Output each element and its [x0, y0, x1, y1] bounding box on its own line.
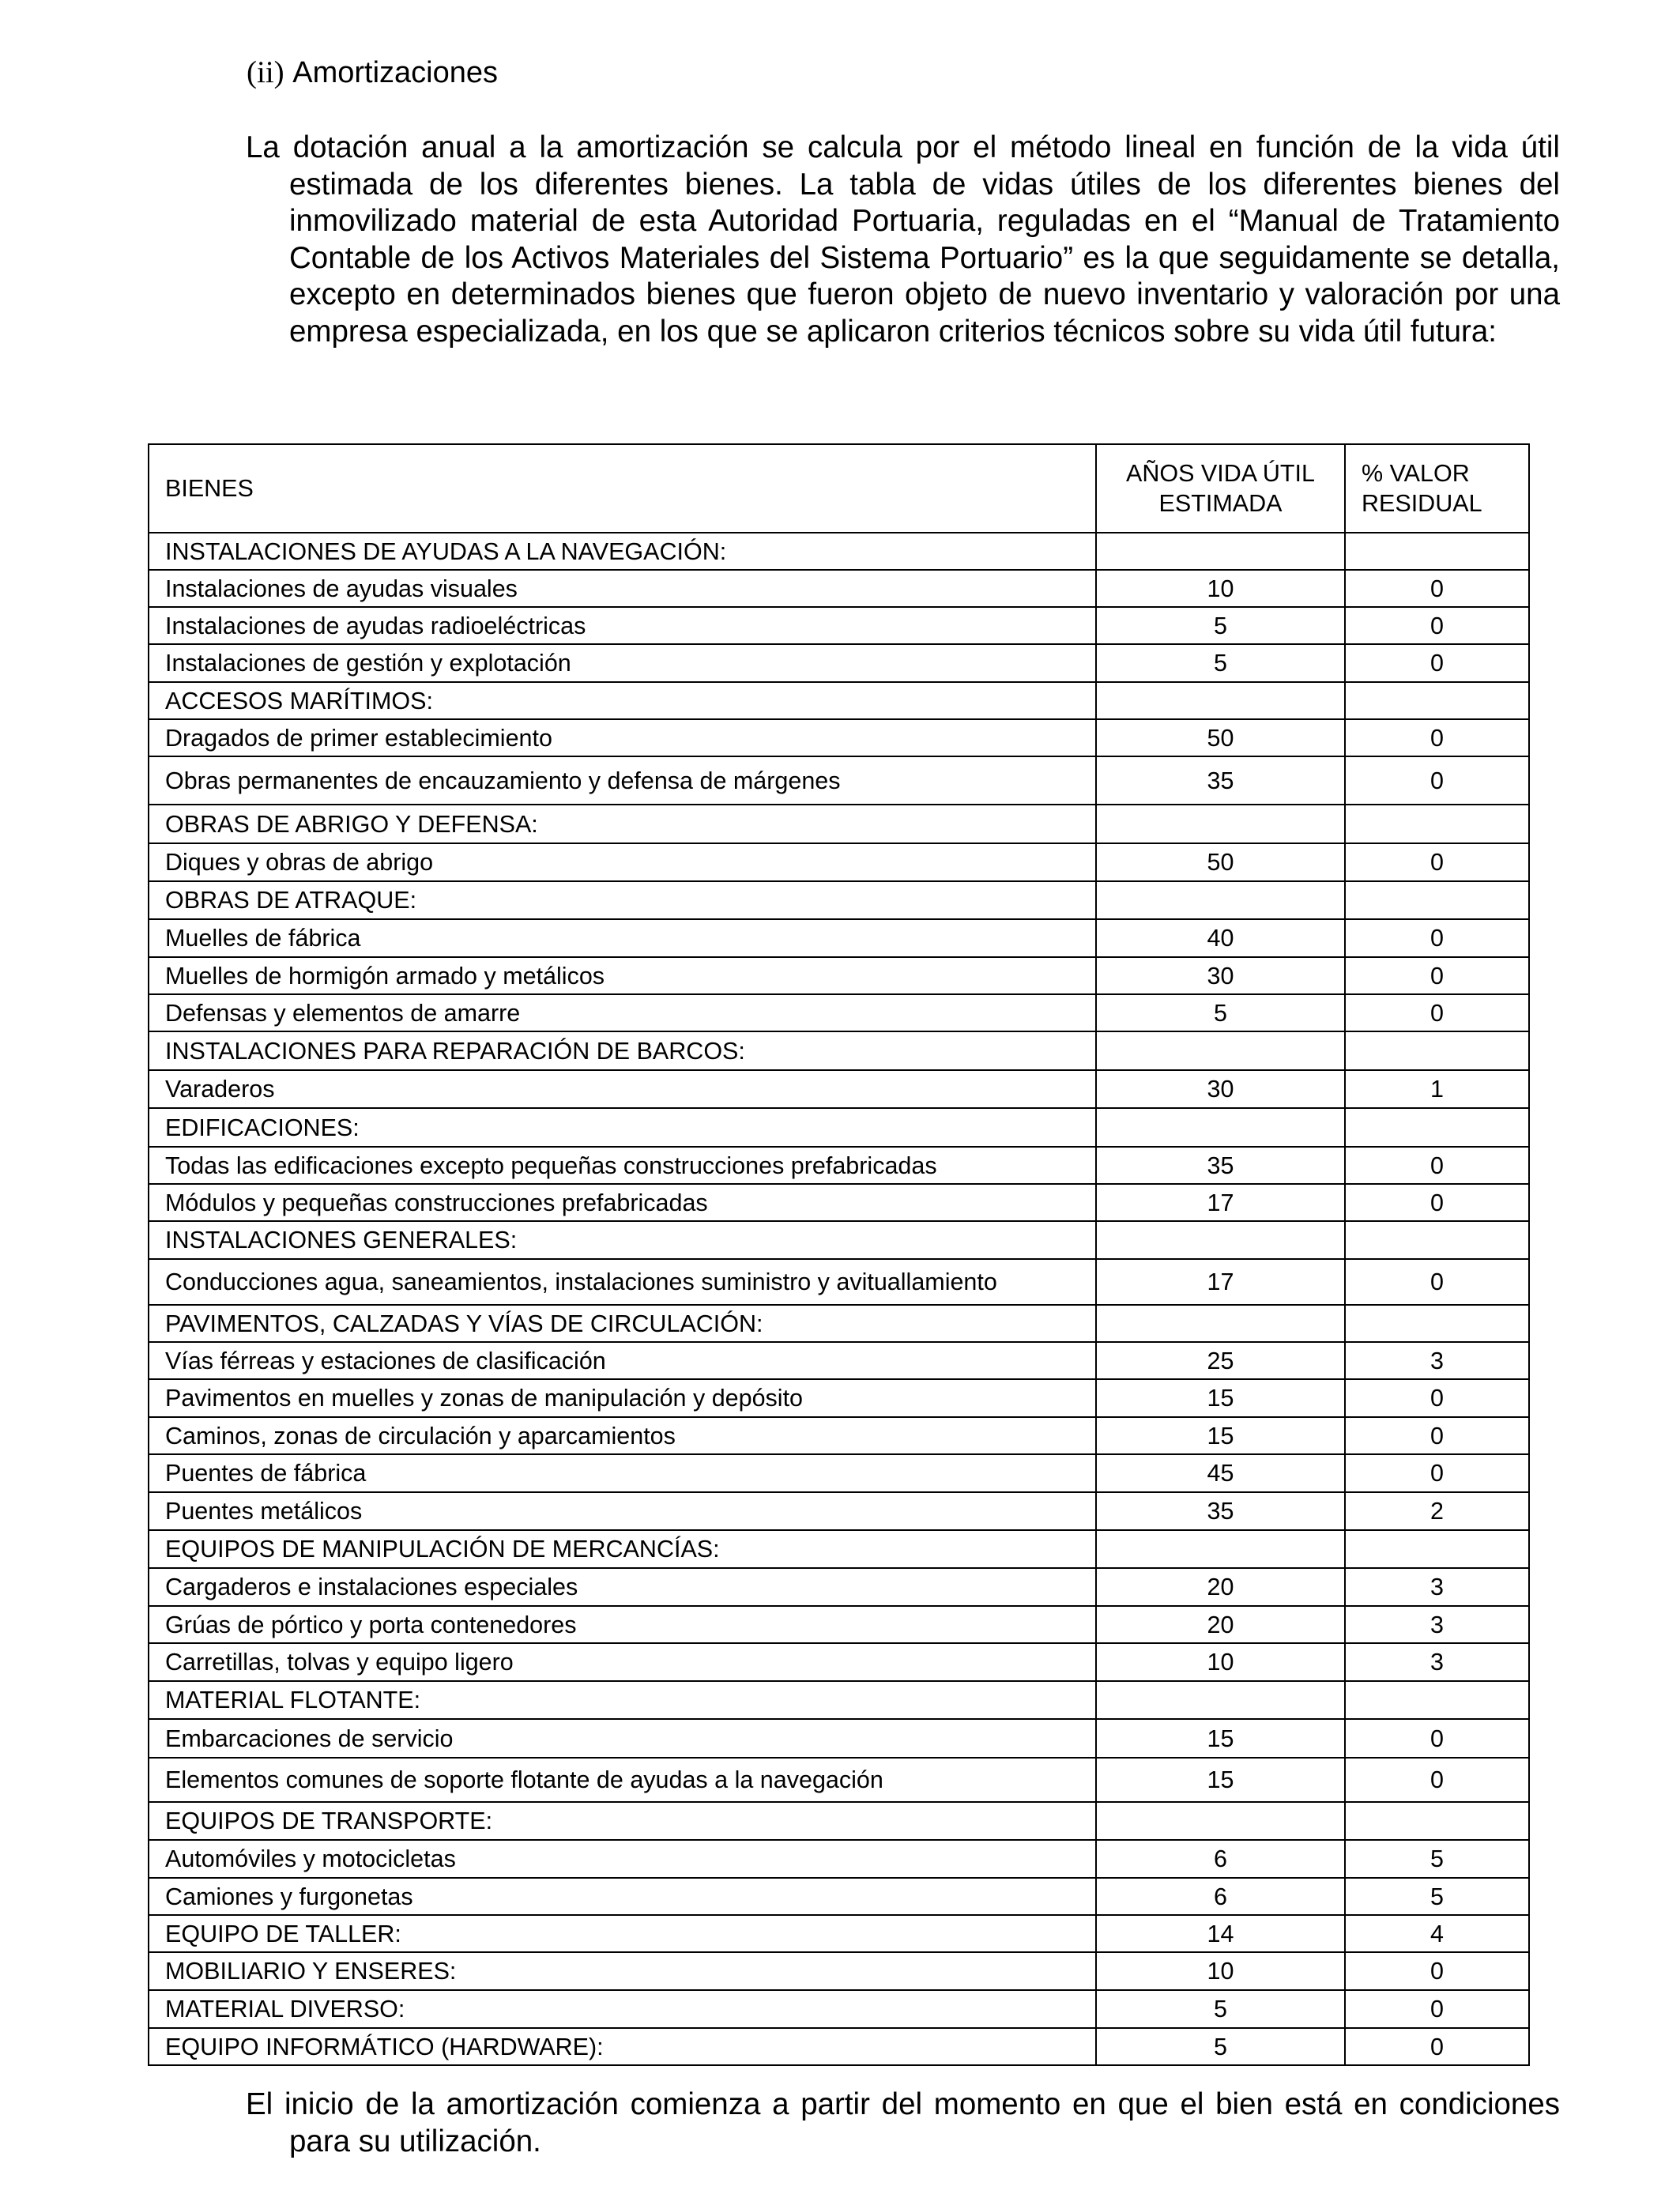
- cell-valor-residual: 0: [1345, 644, 1529, 682]
- section-title: Amortizaciones: [292, 56, 498, 89]
- cell-anos-vida: [1096, 1031, 1345, 1070]
- table-row: [149, 843, 1529, 881]
- cell-bien: INSTALACIONES PARA REPARACIÓN DE BARCOS:: [149, 1031, 1096, 1070]
- cell-valor-residual: 1: [1345, 1070, 1529, 1108]
- cell-bien: Módulos y pequeñas construcciones prefabricadas: [149, 1184, 1096, 1221]
- cell-anos-vida: 50: [1096, 719, 1345, 756]
- cell-valor-residual: 3: [1345, 1606, 1529, 1643]
- table-row: [149, 1305, 1529, 1342]
- cell-bien: MATERIAL FLOTANTE:: [149, 1681, 1096, 1719]
- cell-bien: Pavimentos en muelles y zonas de manipulación y depósito: [149, 1379, 1096, 1417]
- table-row: [149, 881, 1529, 919]
- table-row: [149, 1643, 1529, 1681]
- cell-anos-vida: 5: [1096, 644, 1345, 682]
- cell-bien: EQUIPOS DE MANIPULACIÓN DE MERCANCÍAS:: [149, 1530, 1096, 1568]
- cell-bien: EQUIPO DE TALLER:: [149, 1915, 1096, 1952]
- cell-valor-residual: 0: [1345, 2028, 1529, 2065]
- header-anos-vida: [1096, 444, 1345, 533]
- cell-bien: INSTALACIONES DE AYUDAS A LA NAVEGACIÓN:: [149, 533, 1096, 570]
- cell-valor-residual: [1345, 682, 1529, 719]
- cell-bien: Varaderos: [149, 1070, 1096, 1108]
- table-row: [149, 1379, 1529, 1417]
- cell-valor-residual: 3: [1345, 1568, 1529, 1606]
- table-row: [149, 570, 1529, 607]
- cell-bien: Instalaciones de gestión y explotación: [149, 644, 1096, 682]
- cell-bien: Caminos, zonas de circulación y aparcamientos: [149, 1417, 1096, 1454]
- cell-bien: OBRAS DE ABRIGO Y DEFENSA:: [149, 805, 1096, 843]
- cell-valor-residual: 0: [1345, 1259, 1529, 1305]
- cell-valor-residual: [1345, 1802, 1529, 1840]
- cell-anos-vida: 6: [1096, 1840, 1345, 1878]
- cell-bien: Puentes de fábrica: [149, 1454, 1096, 1492]
- cell-bien: EQUIPO INFORMÁTICO (HARDWARE):: [149, 2028, 1096, 2065]
- table-row: [149, 805, 1529, 843]
- table-row: [149, 1990, 1529, 2028]
- cell-anos-vida: 5: [1096, 1990, 1345, 2028]
- cell-bien: Instalaciones de ayudas radioeléctricas: [149, 607, 1096, 644]
- table-row: [149, 957, 1529, 994]
- table-row: [149, 1840, 1529, 1878]
- cell-valor-residual: [1345, 1108, 1529, 1147]
- cell-anos-vida: [1096, 1681, 1345, 1719]
- cell-valor-residual: [1345, 805, 1529, 843]
- cell-anos-vida: 5: [1096, 2028, 1345, 2065]
- table-row: [149, 1878, 1529, 1915]
- table-row: [149, 1952, 1529, 1990]
- header-anos-line2: ESTIMADA: [1158, 490, 1283, 517]
- cell-bien: EDIFICACIONES:: [149, 1108, 1096, 1147]
- cell-anos-vida: [1096, 682, 1345, 719]
- cell-anos-vida: 14: [1096, 1915, 1345, 1952]
- cell-bien: INSTALACIONES GENERALES:: [149, 1221, 1096, 1259]
- header-residual-line2: RESIDUAL: [1362, 490, 1482, 517]
- cell-valor-residual: 0: [1345, 1417, 1529, 1454]
- cell-anos-vida: 15: [1096, 1719, 1345, 1758]
- header-bienes: BIENES: [149, 444, 1096, 533]
- table-row: [149, 1454, 1529, 1492]
- cell-valor-residual: 0: [1345, 1454, 1529, 1492]
- table-row: [149, 919, 1529, 957]
- cell-valor-residual: 3: [1345, 1342, 1529, 1379]
- cell-valor-residual: 0: [1345, 756, 1529, 805]
- cell-anos-vida: [1096, 533, 1345, 570]
- cell-bien: Defensas y elementos de amarre: [149, 994, 1096, 1031]
- cell-bien: Elementos comunes de soporte flotante de ayudas a la navegación: [149, 1758, 1096, 1802]
- cell-bien: Todas las edificaciones excepto pequeñas construcciones prefabricadas: [149, 1147, 1096, 1184]
- cell-valor-residual: [1345, 1031, 1529, 1070]
- cell-bien: Automóviles y motocicletas: [149, 1840, 1096, 1878]
- cell-anos-vida: 35: [1096, 1147, 1345, 1184]
- cell-anos-vida: 15: [1096, 1758, 1345, 1802]
- cell-bien: Vías férreas y estaciones de clasificación: [149, 1342, 1096, 1379]
- cell-anos-vida: 10: [1096, 570, 1345, 607]
- table-row: [149, 1031, 1529, 1070]
- cell-valor-residual: 0: [1345, 570, 1529, 607]
- cell-bien: Puentes metálicos: [149, 1492, 1096, 1530]
- cell-bien: Obras permanentes de encauzamiento y defensa de márgenes: [149, 756, 1096, 805]
- cell-valor-residual: 0: [1345, 1719, 1529, 1758]
- cell-valor-residual: 5: [1345, 1878, 1529, 1915]
- cell-valor-residual: 0: [1345, 843, 1529, 881]
- cell-bien: Grúas de pórtico y porta contenedores: [149, 1606, 1096, 1643]
- table-row: [149, 644, 1529, 682]
- cell-valor-residual: 0: [1345, 919, 1529, 957]
- table-row: [149, 1070, 1529, 1108]
- cell-bien: Dragados de primer establecimiento: [149, 719, 1096, 756]
- cell-valor-residual: 3: [1345, 1643, 1529, 1681]
- cell-bien: Instalaciones de ayudas visuales: [149, 570, 1096, 607]
- table-row: [149, 2028, 1529, 2065]
- cell-valor-residual: 0: [1345, 994, 1529, 1031]
- cell-anos-vida: 17: [1096, 1259, 1345, 1305]
- cell-valor-residual: 0: [1345, 719, 1529, 756]
- table-row: [149, 1681, 1529, 1719]
- cell-bien: Cargaderos e instalaciones especiales: [149, 1568, 1096, 1606]
- cell-valor-residual: [1345, 1305, 1529, 1342]
- table-row: [149, 1915, 1529, 1952]
- cell-valor-residual: 4: [1345, 1915, 1529, 1952]
- cell-anos-vida: [1096, 805, 1345, 843]
- cell-valor-residual: [1345, 1530, 1529, 1568]
- cell-anos-vida: [1096, 1305, 1345, 1342]
- cell-bien: Carretillas, tolvas y equipo ligero: [149, 1643, 1096, 1681]
- table-row: [149, 1221, 1529, 1259]
- cell-valor-residual: 0: [1345, 607, 1529, 644]
- cell-bien: PAVIMENTOS, CALZADAS Y VÍAS DE CIRCULACIÓN:: [149, 1305, 1096, 1342]
- cell-valor-residual: 5: [1345, 1840, 1529, 1878]
- cell-bien: Camiones y furgonetas: [149, 1878, 1096, 1915]
- closing-paragraph: El inicio de la amortización comienza a partir del momento en que el bien está en condiciones para su utilización.: [246, 2087, 1560, 2158]
- table-row: [149, 1758, 1529, 1802]
- cell-anos-vida: 20: [1096, 1568, 1345, 1606]
- table-row: [149, 1147, 1529, 1184]
- table-row: [149, 1492, 1529, 1530]
- cell-valor-residual: 0: [1345, 1990, 1529, 2028]
- table-row: [149, 1568, 1529, 1606]
- header-anos-line1: AÑOS VIDA ÚTIL: [1126, 460, 1315, 487]
- cell-bien: MOBILIARIO Y ENSERES:: [149, 1952, 1096, 1990]
- cell-bien: OBRAS DE ATRAQUE:: [149, 881, 1096, 919]
- cell-valor-residual: [1345, 1221, 1529, 1259]
- table-row: [149, 682, 1529, 719]
- cell-valor-residual: 0: [1345, 1952, 1529, 1990]
- table-row: [149, 756, 1529, 805]
- cell-bien: Embarcaciones de servicio: [149, 1719, 1096, 1758]
- section-number: (ii): [247, 55, 284, 89]
- table-row: [149, 1342, 1529, 1379]
- cell-anos-vida: 35: [1096, 1492, 1345, 1530]
- table-row: [149, 994, 1529, 1031]
- cell-valor-residual: 0: [1345, 1379, 1529, 1417]
- cell-valor-residual: 0: [1345, 1758, 1529, 1802]
- table-row: [149, 1417, 1529, 1454]
- cell-anos-vida: [1096, 881, 1345, 919]
- cell-valor-residual: 0: [1345, 1147, 1529, 1184]
- cell-anos-vida: 5: [1096, 994, 1345, 1031]
- cell-anos-vida: 17: [1096, 1184, 1345, 1221]
- cell-anos-vida: [1096, 1530, 1345, 1568]
- cell-bien: Conducciones agua, saneamientos, instalaciones suministro y avituallamiento: [149, 1259, 1096, 1305]
- cell-anos-vida: 35: [1096, 756, 1345, 805]
- table-row: [149, 607, 1529, 644]
- cell-bien: Diques y obras de abrigo: [149, 843, 1096, 881]
- table-row: [149, 1108, 1529, 1147]
- cell-anos-vida: 10: [1096, 1952, 1345, 1990]
- cell-anos-vida: 10: [1096, 1643, 1345, 1681]
- header-valor-residual: [1345, 444, 1529, 533]
- intro-paragraph: La dotación anual a la amortización se calcula por el método lineal en función de la vida útil estimada de los diferentes bienes. La tabla de vidas útiles de los diferentes bienes del inmovilizado material de esta Autoridad Portuaria, reguladas en el “Manual de Tratamiento Contable de los Activos Materiales del Sistema Portuario” es la que seguidamente se detalla, excepto en determinados bienes que fueron objeto de nuevo inventario y valoración por una empresa especializada, en los que se aplicaron criterios técnicos sobre su vida útil futura:: [246, 130, 1560, 349]
- cell-valor-residual: [1345, 533, 1529, 570]
- cell-valor-residual: [1345, 1681, 1529, 1719]
- table-header-row: [149, 444, 1529, 533]
- cell-anos-vida: 25: [1096, 1342, 1345, 1379]
- table-row: [149, 1184, 1529, 1221]
- cell-valor-residual: 2: [1345, 1492, 1529, 1530]
- cell-anos-vida: 6: [1096, 1878, 1345, 1915]
- table-row: [149, 1259, 1529, 1305]
- table-row: [149, 719, 1529, 756]
- cell-anos-vida: 5: [1096, 607, 1345, 644]
- useful-life-table: [148, 443, 1530, 2066]
- cell-anos-vida: [1096, 1221, 1345, 1259]
- cell-bien: MATERIAL DIVERSO:: [149, 1990, 1096, 2028]
- cell-anos-vida: 30: [1096, 1070, 1345, 1108]
- cell-anos-vida: 15: [1096, 1379, 1345, 1417]
- cell-anos-vida: [1096, 1802, 1345, 1840]
- cell-anos-vida: 20: [1096, 1606, 1345, 1643]
- cell-valor-residual: [1345, 881, 1529, 919]
- cell-valor-residual: 0: [1345, 957, 1529, 994]
- cell-bien: Muelles de hormigón armado y metálicos: [149, 957, 1096, 994]
- cell-valor-residual: 0: [1345, 1184, 1529, 1221]
- cell-bien: EQUIPOS DE TRANSPORTE:: [149, 1802, 1096, 1840]
- cell-anos-vida: 50: [1096, 843, 1345, 881]
- table-row: [149, 1719, 1529, 1758]
- cell-anos-vida: 40: [1096, 919, 1345, 957]
- table-row: [149, 1802, 1529, 1840]
- table-body: [149, 533, 1529, 2065]
- header-residual-line1: % VALOR: [1362, 460, 1470, 487]
- cell-anos-vida: [1096, 1108, 1345, 1147]
- cell-anos-vida: 15: [1096, 1417, 1345, 1454]
- cell-bien: Muelles de fábrica: [149, 919, 1096, 957]
- section-heading: [247, 54, 498, 92]
- table-row: [149, 1606, 1529, 1643]
- cell-bien: ACCESOS MARÍTIMOS:: [149, 682, 1096, 719]
- table-row: [149, 1530, 1529, 1568]
- cell-anos-vida: 45: [1096, 1454, 1345, 1492]
- table-row: [149, 533, 1529, 570]
- cell-anos-vida: 30: [1096, 957, 1345, 994]
